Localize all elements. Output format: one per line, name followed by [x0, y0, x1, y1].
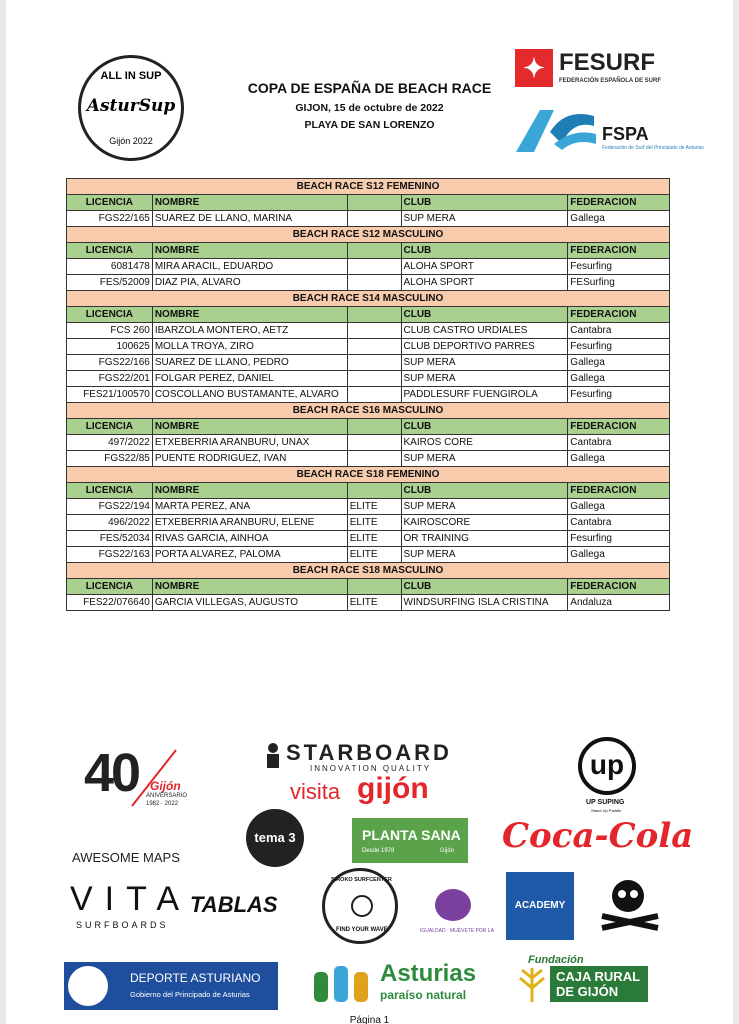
up-sub: Stand Up Paddle [591, 808, 622, 813]
federacion-cell: Fesurfing [568, 259, 670, 275]
deporte-asturiano-sub: Gobierno del Principado de Asturias [130, 990, 250, 999]
caja-rural-city: DE GIJÓN [556, 984, 619, 999]
licencia-cell: FES/52034 [67, 531, 153, 547]
categoria-cell [347, 387, 401, 403]
fesurf-star-icon: ✦ [515, 49, 553, 87]
club-cell: ALOHA SPORT [401, 259, 568, 275]
column-header: FEDERACION [568, 483, 670, 499]
column-header: NOMBRE [152, 579, 347, 595]
coca-cola-logo: Coca-Cola [502, 816, 694, 856]
siroko-top-text: SIROKO SURFCENTER [331, 877, 392, 883]
column-header: CLUB [401, 307, 568, 323]
category-title: BEACH RACE S18 MASCULINO [67, 563, 670, 579]
paraiso-natural-word: paraíso natural [380, 988, 467, 1002]
nombre-cell: GARCIA VILLEGAS, AUGUSTO [152, 595, 347, 611]
visita-word: visita [290, 779, 341, 804]
federacion-cell: Gallega [568, 547, 670, 563]
licencia-cell: FGS22/85 [67, 451, 153, 467]
aniv-slash-icon [130, 748, 180, 808]
categoria-cell [347, 339, 401, 355]
fspa-wave-icon [510, 104, 600, 156]
categoria-cell [347, 355, 401, 371]
nombre-cell: MIRA ARACIL, EDUARDO [152, 259, 347, 275]
column-header-row [67, 419, 670, 435]
column-header: NOMBRE [152, 307, 347, 323]
column-header: FEDERACION [568, 419, 670, 435]
column-header: NOMBRE [152, 419, 347, 435]
column-header [347, 307, 401, 323]
starboard-name: STARBOARD [286, 740, 452, 765]
table-row [67, 211, 670, 227]
federacion-cell: Fesurfing [568, 531, 670, 547]
federacion-cell: Fesurfing [568, 387, 670, 403]
categoria-cell [347, 323, 401, 339]
category-row [67, 291, 670, 307]
nombre-cell: COSCOLLANO BUSTAMANTE, ALVARO [152, 387, 347, 403]
licencia-cell: 6081478 [67, 259, 153, 275]
club-cell: CLUB CASTRO URDIALES [401, 323, 568, 339]
caja-rural-fundacion: Fundación [528, 954, 584, 966]
table-row [67, 339, 670, 355]
vita-sub: SURFBOARDS [76, 920, 169, 930]
categoria-cell [347, 435, 401, 451]
table-row [67, 531, 670, 547]
categoria-cell [347, 451, 401, 467]
column-header: CLUB [401, 419, 568, 435]
aniv-label: ANIVERSARIO [146, 793, 188, 799]
club-cell: KAIROS CORE [401, 435, 568, 451]
column-header: NOMBRE [152, 483, 347, 499]
table-row [67, 371, 670, 387]
club-cell: SUP MERA [401, 211, 568, 227]
siroko-bottom-text: FIND YOUR WAVE [336, 927, 388, 933]
club-cell: SUP MERA [401, 499, 568, 515]
column-header-row [67, 243, 670, 259]
column-header: FEDERACION [568, 579, 670, 595]
table-row [67, 451, 670, 467]
category-row [67, 179, 670, 195]
table-row [67, 275, 670, 291]
planta-sana-since: Desde 1978 [362, 848, 395, 854]
igualdad-heart-icon [435, 889, 471, 921]
column-header [347, 579, 401, 595]
fspa-logo-name: FSPA [602, 124, 649, 144]
igualdad-text: IGUALDAD · MUÉVETE POR LA [420, 928, 494, 934]
column-header: NOMBRE [152, 195, 347, 211]
column-header-row [67, 307, 670, 323]
categoria-cell: ELITE [347, 595, 401, 611]
federacion-cell: Gallega [568, 371, 670, 387]
licencia-cell: 497/2022 [67, 435, 153, 451]
federacion-cell: Andaluza [568, 595, 670, 611]
licencia-cell: FCS 260 [67, 323, 153, 339]
category-row [67, 227, 670, 243]
categoria-cell [347, 259, 401, 275]
deporte-asturiano-logo [64, 962, 278, 1010]
licencia-cell: FGS22/163 [67, 547, 153, 563]
nombre-cell: IBARZOLA MONTERO, AETZ [152, 323, 347, 339]
licencia-cell: 496/2022 [67, 515, 153, 531]
aniv-city: Gijón [150, 779, 181, 793]
licencia-cell: FGS22/166 [67, 355, 153, 371]
aniv-years: 1982 · 2022 [146, 801, 179, 807]
club-cell: SUP MERA [401, 371, 568, 387]
category-title: BEACH RACE S16 MASCULINO [67, 403, 670, 419]
column-header: LICENCIA [67, 579, 153, 595]
club-cell: CLUB DEPORTIVO PARRES [401, 339, 568, 355]
deporte-asturiano-title: DEPORTE ASTURIANO [130, 971, 261, 985]
federacion-cell: Cantabra [568, 435, 670, 451]
licencia-cell: FES22/076640 [67, 595, 153, 611]
nombre-cell: DIAZ PIA, ALVARO [152, 275, 347, 291]
category-title: BEACH RACE S18 FEMENINO [67, 467, 670, 483]
column-header-row [67, 483, 670, 499]
asturias-bars-icon [314, 964, 370, 1004]
aniv-number: 40 [84, 743, 139, 803]
fesurf-logo-name: FESURF [559, 49, 655, 76]
nombre-cell: FOLGAR PEREZ, DANIEL [152, 371, 347, 387]
column-header [347, 195, 401, 211]
column-header: CLUB [401, 483, 568, 499]
categoria-cell: ELITE [347, 499, 401, 515]
fesurf-logo-sub: FEDERACIÓN ESPAÑOLA DE SURF [559, 78, 662, 84]
club-cell: ALOHA SPORT [401, 275, 568, 291]
column-header: LICENCIA [67, 195, 153, 211]
federacion-cell: Gallega [568, 451, 670, 467]
column-header: FEDERACION [568, 195, 670, 211]
table-row [67, 515, 670, 531]
siroko-logo [322, 868, 398, 944]
licencia-cell: FGS22/201 [67, 371, 153, 387]
nombre-cell: RIVAS GARCIA, AINHOA [152, 531, 347, 547]
column-header-row [67, 195, 670, 211]
nombre-cell: ETXEBERRIA ARANBURU, UNAX [152, 435, 347, 451]
table-row [67, 387, 670, 403]
club-cell: OR TRAINING [401, 531, 568, 547]
table-row [67, 323, 670, 339]
column-header: LICENCIA [67, 243, 153, 259]
column-header-row [67, 579, 670, 595]
nombre-cell: PORTA ALVAREZ, PALOMA [152, 547, 347, 563]
club-cell: PADDLESURF FUENGIROLA [401, 387, 568, 403]
all-in-sup-logo-top: ALL IN SUP [100, 70, 162, 82]
column-header [347, 483, 401, 499]
academy-logo: ACADEMY [506, 872, 574, 940]
caja-rural-box [550, 966, 648, 1002]
event-date-location: GIJON, 15 de octubre de 2022 [295, 102, 444, 114]
column-header [347, 419, 401, 435]
caja-rural-title: CAJA RURAL [556, 969, 641, 984]
nombre-cell: PUENTE RODRIGUEZ, IVAN [152, 451, 347, 467]
licencia-cell: FGS22/194 [67, 499, 153, 515]
categoria-cell: ELITE [347, 531, 401, 547]
awesome-maps-logo: AWESOME MAPS [72, 850, 180, 865]
table-row [67, 595, 670, 611]
category-row [67, 467, 670, 483]
table-row [67, 259, 670, 275]
caja-rural-wheat-icon [512, 964, 552, 1004]
document-title: COPA DE ESPAÑA DE BEACH RACE [247, 80, 492, 96]
categoria-cell [347, 275, 401, 291]
event-venue: PLAYA DE SAN LORENZO [304, 119, 435, 131]
planta-sana-logo [352, 818, 468, 863]
column-header: NOMBRE [152, 243, 347, 259]
fspa-logo [510, 104, 704, 156]
up-label: UP SUPING [586, 799, 625, 806]
category-title: BEACH RACE S12 MASCULINO [67, 227, 670, 243]
gijon-word: gijón [357, 772, 429, 805]
tema3-logo: tema 3 [246, 809, 304, 867]
licencia-cell: FES21/100570 [67, 387, 153, 403]
category-row [67, 403, 670, 419]
up-circle: up [578, 737, 636, 795]
club-cell: KAIROSCORE [401, 515, 568, 531]
column-header: CLUB [401, 579, 568, 595]
category-title: BEACH RACE S14 MASCULINO [67, 291, 670, 307]
column-header: LICENCIA [67, 419, 153, 435]
planta-sana-city: Gijón [440, 848, 455, 854]
category-title: BEACH RACE S12 FEMENINO [67, 179, 670, 195]
licencia-cell: FGS22/165 [67, 211, 153, 227]
table-row [67, 435, 670, 451]
categoria-cell: ELITE [347, 547, 401, 563]
licencia-cell: FES/52009 [67, 275, 153, 291]
page-number: Página 1 [349, 1015, 390, 1024]
nombre-cell: ETXEBERRIA ARANBURU, ELENE [152, 515, 347, 531]
category-row [67, 563, 670, 579]
results-table [66, 178, 670, 611]
federacion-cell: Fesurfing [568, 339, 670, 355]
federacion-cell: Cantabra [568, 515, 670, 531]
federacion-cell: FESurfing [568, 275, 670, 291]
column-header: FEDERACION [568, 307, 670, 323]
siroko-wave-icon [351, 895, 373, 917]
table-row [67, 499, 670, 515]
federacion-cell: Gallega [568, 211, 670, 227]
federacion-cell: Cantabra [568, 323, 670, 339]
nombre-cell: MOLLA TROYA, ZIRO [152, 339, 347, 355]
club-cell: SUP MERA [401, 547, 568, 563]
table-row [67, 547, 670, 563]
federacion-cell: Gallega [568, 355, 670, 371]
club-cell: SUP MERA [401, 451, 568, 467]
club-cell: SUP MERA [401, 355, 568, 371]
column-header [347, 243, 401, 259]
planta-sana-name: PLANTA SANA [362, 827, 461, 843]
column-header: LICENCIA [67, 307, 153, 323]
column-header: FEDERACION [568, 243, 670, 259]
column-header: CLUB [401, 243, 568, 259]
asturias-word: Asturias [380, 960, 477, 987]
starboard-figure-icon [262, 742, 284, 772]
nombre-cell: SUAREZ DE LLANO, PEDRO [152, 355, 347, 371]
igualdad-logo [420, 872, 494, 938]
categoria-cell [347, 371, 401, 387]
all-in-sup-logo-mid: AsturSup [86, 96, 176, 116]
club-cell: WINDSURFING ISLA CRISTINA [401, 595, 568, 611]
starboard-tagline: INNOVATION QUALITY [310, 764, 432, 773]
nombre-cell: SUAREZ DE LLANO, MARINA [152, 211, 347, 227]
column-header: CLUB [401, 195, 568, 211]
all-in-sup-logo-bottom: Gijón 2022 [109, 136, 153, 146]
licencia-cell: 100625 [67, 339, 153, 355]
categoria-cell [347, 211, 401, 227]
nombre-cell: MARTA PEREZ, ANA [152, 499, 347, 515]
federacion-cell: Gallega [568, 499, 670, 515]
column-header: LICENCIA [67, 483, 153, 499]
table-row [67, 355, 670, 371]
deporte-asturiano-emblem-icon [68, 966, 108, 1006]
categoria-cell: ELITE [347, 515, 401, 531]
fspa-logo-sub: Federación de Surf del Principado de Asturias [602, 145, 704, 151]
skull-crossbones-icon [598, 876, 662, 932]
tablas-logo: TABLAS [190, 892, 278, 917]
vita-name: VITA [70, 880, 192, 918]
